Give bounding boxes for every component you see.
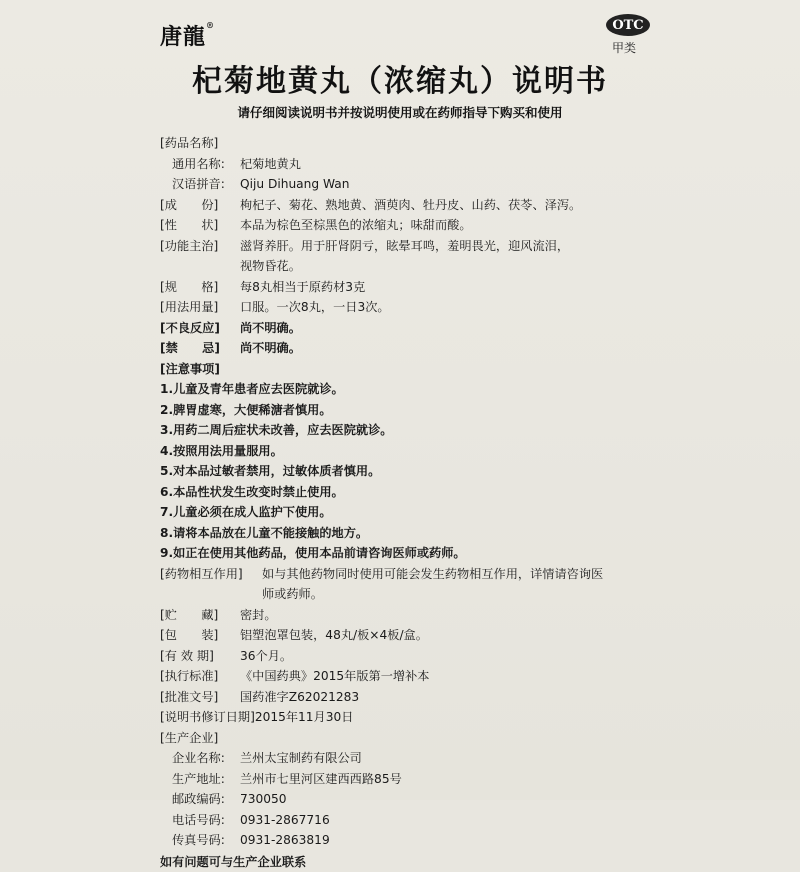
manufacturer-row — [160, 810, 630, 831]
precaution-item: 6.本品性状发生改变时禁止使用。 — [160, 482, 630, 503]
field-row-revision-date — [160, 707, 630, 728]
contact-note: 如有问题可与生产企业联系 — [160, 852, 630, 872]
brand-logo — [160, 20, 215, 51]
registered-mark: ® — [206, 20, 215, 30]
field-value: 兰州太宝制药有限公司 — [240, 748, 362, 769]
brand-name: 唐龍 — [160, 24, 206, 50]
section-manufacturer — [160, 728, 630, 749]
field-label: [贮 藏] — [160, 605, 240, 626]
field-value: 每8丸相当于原药材3克 — [240, 277, 365, 298]
field-label: 企业名称: — [172, 748, 240, 769]
field-label: [规 格] — [160, 277, 240, 298]
precaution-item: 5.对本品过敏者禁用，过敏体质者慎用。 — [160, 461, 630, 482]
field-value: 36个月。 — [240, 646, 292, 667]
field-value: 兰州市七里河区建西西路85号 — [240, 769, 402, 790]
field-value: 密封。 — [240, 605, 277, 626]
precaution-item: 8.请将本品放在儿童不能接触的地方。 — [160, 523, 630, 544]
field-row-storage — [160, 605, 630, 626]
field-value: Qiju Dihuang Wan — [240, 174, 349, 195]
field-value: 如与其他药物同时使用可能会发生药物相互作用，详情请咨询医师或药师。 — [262, 564, 612, 605]
field-value: 杞菊地黄丸 — [240, 154, 301, 175]
field-row-package — [160, 625, 630, 646]
field-value: 730050 — [240, 789, 287, 810]
field-row-ingredients — [160, 195, 630, 216]
field-row-approval — [160, 687, 630, 708]
field-value: 尚不明确。 — [240, 338, 301, 359]
field-row-validity — [160, 646, 630, 667]
field-label: 传真号码: — [172, 830, 240, 851]
field-label: [说明书修订日期] — [160, 707, 255, 728]
field-value: 国药准字Z62021283 — [240, 687, 359, 708]
document-title: 杞菊地黄丸（浓缩丸）说明书 — [0, 56, 800, 100]
field-label: [不良反应] — [160, 318, 240, 339]
precaution-item: 1.儿童及青年患者应去医院就诊。 — [160, 379, 630, 400]
field-label: [性 状] — [160, 215, 240, 236]
manufacturer-row — [160, 769, 630, 790]
manufacturer-row — [160, 748, 630, 769]
field-label: 汉语拼音: — [172, 174, 240, 195]
field-row-dosage — [160, 297, 630, 318]
field-label: [有 效 期] — [160, 646, 240, 667]
common-name-row — [160, 154, 630, 175]
field-label: [执行标准] — [160, 666, 240, 687]
field-row-contraindications — [160, 338, 630, 359]
document-subtitle: 请仔细阅读说明书并按说明使用或在药师指导下购买和使用 — [0, 103, 800, 121]
field-value: 2015年11月30日 — [255, 707, 354, 728]
field-label: [包 装] — [160, 625, 240, 646]
section-label: [注意事项] — [160, 359, 220, 380]
field-row-indications — [160, 236, 630, 277]
field-label: [批准文号] — [160, 687, 240, 708]
field-row-interactions — [160, 564, 630, 605]
field-value: 0931-2863819 — [240, 830, 330, 851]
manufacturer-row — [160, 789, 630, 810]
field-label: 电话号码: — [172, 810, 240, 831]
precaution-item: 7.儿童必须在成人监护下使用。 — [160, 502, 630, 523]
precaution-item: 3.用药二周后症状未改善，应去医院就诊。 — [160, 420, 630, 441]
field-label: [成 份] — [160, 195, 240, 216]
field-row-standard — [160, 666, 630, 687]
field-row-appearance — [160, 215, 630, 236]
precaution-item: 9.如正在使用其他药品，使用本品前请咨询医师或药师。 — [160, 543, 630, 564]
field-row-adverse-reactions — [160, 318, 630, 339]
otc-class-label: 甲类 — [612, 39, 636, 56]
field-value: 口服。一次8丸，一日3次。 — [240, 297, 390, 318]
section-precautions — [160, 359, 630, 380]
section-label: [生产企业] — [160, 728, 218, 749]
field-value: 铝塑泡罩包装，48丸/板×4板/盒。 — [240, 625, 428, 646]
field-label: 通用名称: — [172, 154, 240, 175]
field-label: [禁 忌] — [160, 338, 240, 359]
section-label: [药品名称] — [160, 133, 218, 154]
field-value: 《中国药典》2015年版第一增补本 — [240, 666, 429, 687]
field-label: [用法用量] — [160, 297, 240, 318]
field-value: 滋肾养肝。用于肝肾阴亏，眩晕耳鸣，羞明畏光，迎风流泪，视物昏花。 — [240, 236, 570, 277]
precaution-item: 2.脾胃虚寒，大便稀溏者慎用。 — [160, 400, 630, 421]
field-label: 邮政编码: — [172, 789, 240, 810]
field-value: 本品为棕色至棕黑色的浓缩丸；味甜而酸。 — [240, 215, 472, 236]
field-value: 0931-2867716 — [240, 810, 330, 831]
field-label: 生产地址: — [172, 769, 240, 790]
field-label: [功能主治] — [160, 236, 240, 277]
leaflet-content — [160, 133, 630, 872]
field-row-specification — [160, 277, 630, 298]
field-label: [药物相互作用] — [160, 564, 262, 605]
field-value: 尚不明确。 — [240, 318, 301, 339]
precaution-item: 4.按照用法用量服用。 — [160, 441, 630, 462]
manufacturer-row — [160, 830, 630, 851]
section-drug-name — [160, 133, 630, 154]
otc-badge: OTC — [606, 14, 650, 36]
field-value: 枸杞子、菊花、熟地黄、酒萸肉、牡丹皮、山药、茯苓、泽泻。 — [240, 195, 581, 216]
pinyin-row — [160, 174, 630, 195]
